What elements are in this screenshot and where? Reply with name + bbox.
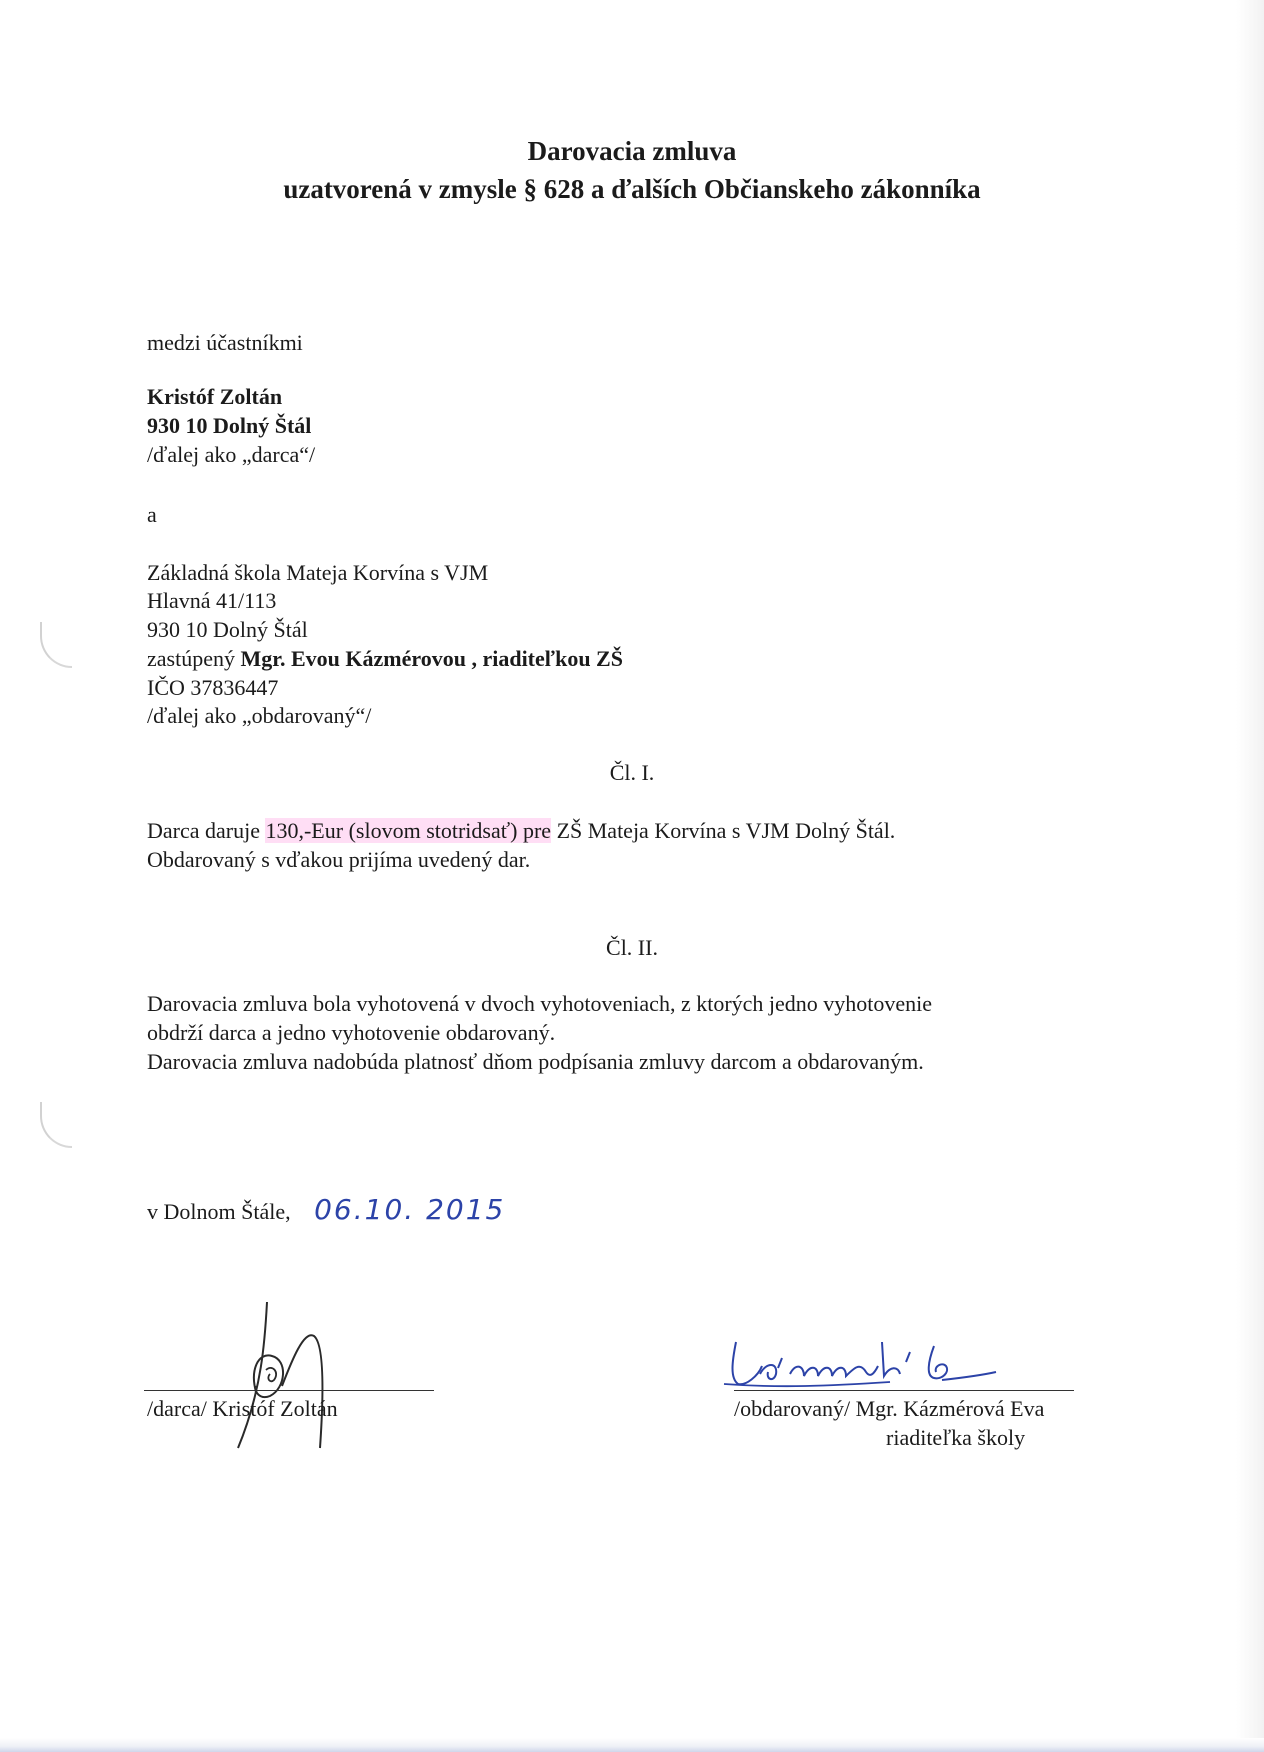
recipient-role: riaditeľka školy [886,1425,1026,1450]
article1-heading: Čl. I. [609,760,655,785]
article2-line1: Darovacia zmluva bola vyhotovená v dvoch vyhotoveniach, z ktorých jedno vyhotovenie [147,991,933,1016]
intro-text: medzi účastníkmi [147,330,303,355]
place-and-date [147,1193,505,1226]
recipient-name: Základná škola Mateja Korvína s VJM [147,560,489,585]
recipient-signature [720,1322,1010,1394]
punch-hole-mark [40,622,72,668]
representative-name: Mgr. Evou Kázmérovou , riaditeľkou ZŠ [240,646,623,671]
article1-text2: Obdarovaný s vďakou prijíma uvedený dar. [147,847,531,872]
donor-signature-label: /darca/ Kristóf Zoltán [147,1396,338,1421]
article1-text-end: ZŠ Mateja Korvína s VJM Dolný Štál. [551,818,896,843]
donor-alias: /ďalej ako „darca“/ [147,442,316,467]
article2-heading: Čl. II. [606,935,658,960]
article1-text [147,818,895,844]
recipient-signature-label: /obdarovaný/ Mgr. Kázmérová Eva [734,1396,1045,1421]
article2-line2: obdrží darca a jedno vyhotovenie obdarovaný. [147,1020,556,1045]
article1-text-start: Darca daruje [147,818,266,843]
recipient-signature-line [734,1390,1074,1391]
donor-signature [220,1300,360,1450]
document-title: Darovacia zmluva [527,136,737,166]
represented-prefix: zastúpený [147,646,241,671]
recipient-representative [147,646,623,672]
donor-address: 930 10 Dolný Štál [147,413,312,438]
document-subtitle: uzatvorená v zmysle § 628 a ďalších Občianskeho zákonníka [283,174,981,204]
recipient-alias: /ďalej ako „obdarovaný“/ [147,703,372,728]
recipient-ico: IČO 37836447 [147,675,279,700]
conjunction: a [147,502,157,527]
punch-hole-mark [40,1102,72,1148]
donor-name: Kristóf Zoltán [147,384,283,409]
donation-amount-highlight: 130,-Eur (slovom stotridsať) pre [265,818,552,843]
place-label: v Dolnom Štále, [147,1199,291,1224]
handwritten-date: 06.10. 2015 [314,1193,506,1226]
recipient-city: 930 10 Dolný Štál [147,617,308,642]
scan-edge [1236,0,1264,1752]
recipient-street: Hlavná 41/113 [147,588,277,613]
donor-signature-line [144,1390,434,1391]
article2-line3: Darovacia zmluva nadobúda platnosť dňom podpísania zmluvy darcom a obdarovaným. [147,1049,924,1074]
scan-bottom-edge [0,1738,1264,1752]
